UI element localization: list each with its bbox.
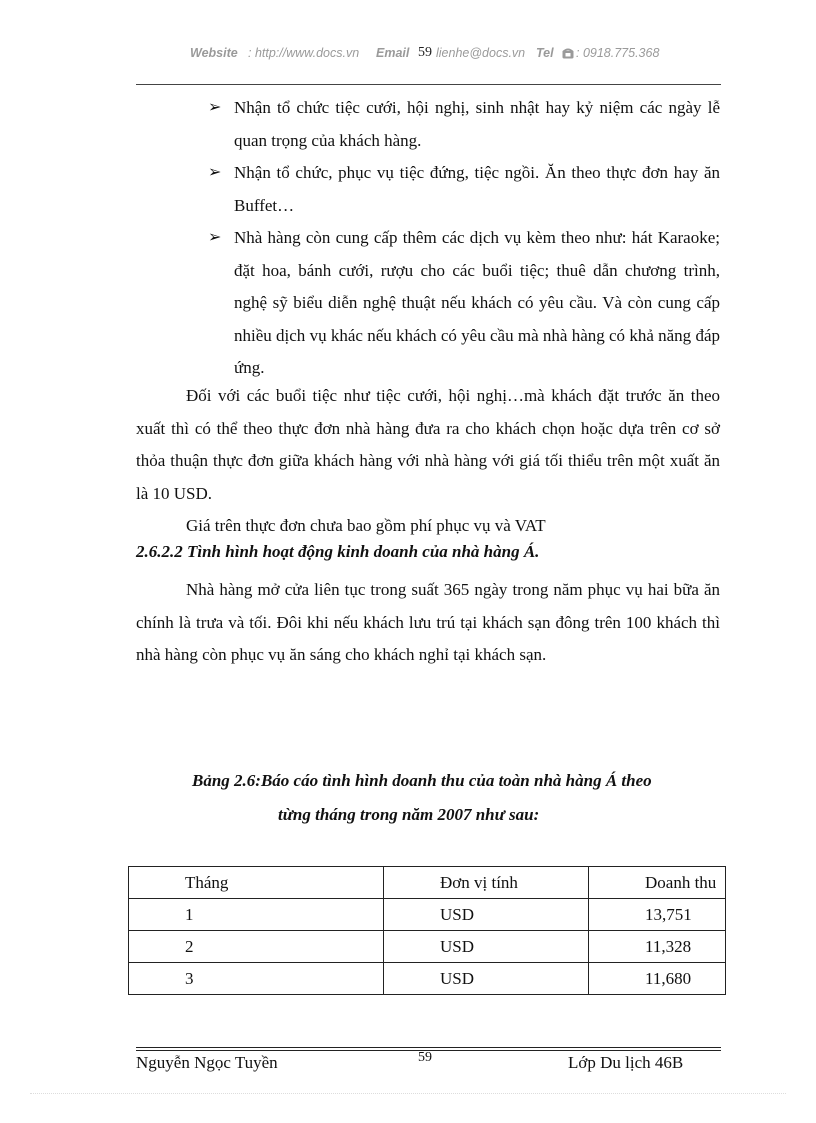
table-header-row	[129, 867, 726, 899]
footer-rule-top	[136, 1047, 721, 1048]
tel-label: Tel	[536, 46, 554, 60]
bullet-item	[208, 157, 720, 222]
bullet-text: Nhận tổ chức tiệc cưới, hội nghị, sinh nhật hay kỷ niệm các ngày lễ quan trọng của khách hàng.	[234, 98, 720, 150]
cell-revenue: 11,328	[589, 931, 726, 963]
revenue-table	[128, 866, 726, 995]
bullet-item	[208, 222, 720, 385]
page-bottom-divider	[30, 1093, 786, 1094]
cell-month: 1	[129, 899, 384, 931]
arrow-bullet-icon: ➢	[208, 229, 222, 246]
section-heading: 2.6.2.2 Tình hình hoạt động kinh doanh của nhà hàng Á.	[136, 542, 540, 561]
paragraph-price-note: Giá trên thực đơn chưa bao gồm phí phục vụ và VAT	[186, 516, 546, 535]
column-header-unit: Đơn vị tính	[384, 867, 589, 899]
cell-month: 2	[129, 931, 384, 963]
cell-revenue: 11,680	[589, 963, 726, 995]
header-rule	[136, 84, 721, 85]
cell-month: 3	[129, 963, 384, 995]
email-address[interactable]: lienhe@docs.vn	[436, 46, 526, 60]
footer-author: Nguyễn Ngọc Tuyền	[136, 1053, 278, 1072]
table-caption-line2: từng tháng trong năm 2007 như sau:	[278, 805, 540, 824]
column-header-month: Tháng	[129, 867, 384, 899]
page-header	[0, 46, 816, 66]
table-caption-line1: Bảng 2.6:Báo cáo tình hình doanh thu của toàn nhà hàng Á theo	[192, 771, 652, 790]
table-row	[129, 963, 726, 995]
cell-unit: USD	[384, 931, 589, 963]
cell-revenue: 13,751	[589, 899, 726, 931]
footer-class: Lớp Du lịch 46B	[568, 1053, 684, 1072]
table-row	[129, 899, 726, 931]
email-label: Email	[376, 46, 410, 60]
website-label: Website	[190, 46, 238, 60]
website-url[interactable]: : http://www.docs.vn	[248, 46, 360, 60]
phone-icon	[562, 48, 574, 62]
cell-unit: USD	[384, 899, 589, 931]
arrow-bullet-icon: ➢	[208, 164, 222, 181]
table-row	[129, 931, 726, 963]
tel-number: : 0918.775.368	[576, 46, 660, 60]
paragraph-operations: Nhà hàng mở cửa liên tục trong suất 365 ngày trong năm phục vụ hai bữa ăn chính là trưa và tối. Đôi khi nếu khách lưu trú tại khách sạn đông trên 100 khách thì nhà hàng còn phục vụ ăn sáng cho khách nghỉ tại khách sạn.	[136, 580, 720, 664]
footer-page-number: 59	[418, 1050, 432, 1065]
bullet-text: Nhà hàng còn cung cấp thêm các dịch vụ kèm theo như: hát Karaoke; đặt hoa, bánh cưới, rượu cho các buổi tiệc; thuê dẫn chương trình, nghệ sỹ biểu diễn nghệ thuật nếu khách có yêu cầu. Và còn cung cấp nhiều dịch vụ khác nếu khách có yêu cầu mà nhà hàng có khả năng đáp ứng.	[234, 228, 720, 377]
header-page-number: 59	[418, 45, 432, 60]
column-header-revenue: Doanh thu	[589, 867, 726, 899]
bullet-item	[208, 92, 720, 157]
paragraph-banquet-pricing: Đối với các buổi tiệc như tiệc cưới, hội nghị…mà khách đặt trước ăn theo xuất thì có thể theo thực đơn nhà hàng đưa ra cho khách chọn hoặc dựa trên cơ sở thỏa thuận thực đơn giữa khách hàng với nhà hàng với giá tối thiểu trên một xuất ăn là 10 USD.	[136, 386, 720, 503]
arrow-bullet-icon: ➢	[208, 99, 222, 116]
bullet-list	[208, 92, 720, 385]
cell-unit: USD	[384, 963, 589, 995]
bullet-text: Nhận tổ chức, phục vụ tiệc đứng, tiệc ngồi. Ăn theo thực đơn hay ăn Buffet…	[234, 163, 720, 215]
